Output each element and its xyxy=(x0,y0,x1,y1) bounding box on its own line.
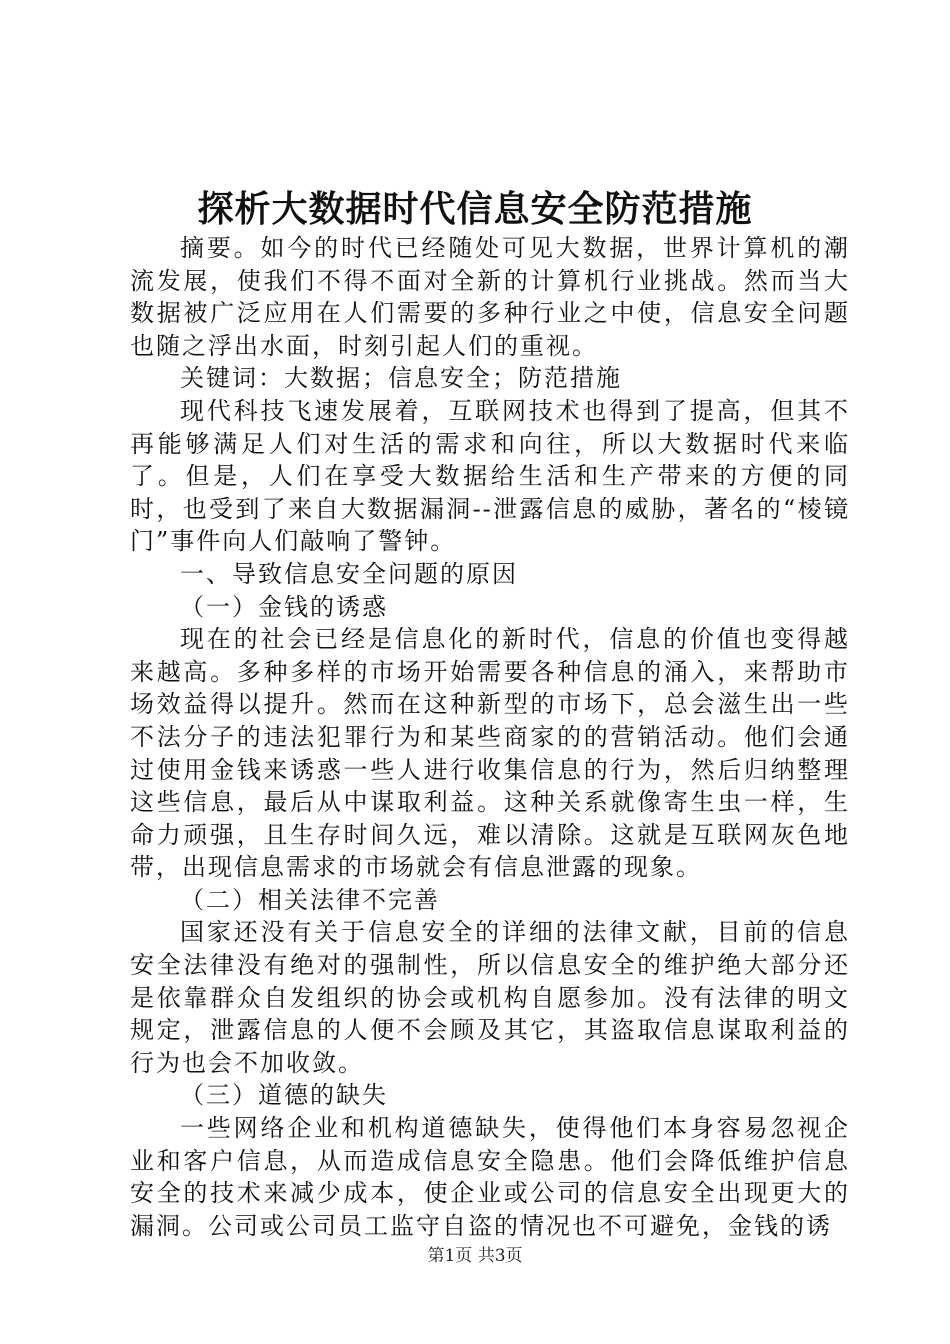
section-heading-1: 一、导致信息安全问题的原因 xyxy=(180,559,518,588)
page-footer: 第1页 共3页 xyxy=(427,1246,523,1266)
intro-paragraph: 现代科技飞速发展着，互联网技术也得到了提高，但其不再能够满足人们对生活的需求和向往，所以大数据时代来临了。但是，人们在享受大数据给生活和生产带来的方便的同时，也受到了来自大数据漏洞--泄露信息的威胁，著名的“棱镜门”事件向人们敲响了警钟。 xyxy=(130,396,850,556)
body-paragraph-1: 现在的社会已经是信息化的新时代，信息的价值也变得越来越高。多种多样的市场开始需要各种信息的涌入，来帮助市场效益得以提升。然而在这种新型的市场下，总会滋生出一些不法分子的违法犯罪行为和某些商家的的营销活动。他们会通过使用金钱来诱惑一些人进行收集信息的行为，然后归纳整理这些信息，最后从中谋取利益。这种关系就像寄生虫一样，生命力顽强，且生存时间久远，难以清除。这就是互联网灰色地带，出现信息需求的市场就会有信息泄露的现象。 xyxy=(130,625,850,882)
body-paragraph-3: 一些网络企业和机构道德缺失，使得他们本身容易忽视企业和客户信息，从而造成信息安全隐患。他们会降低维护信息安全的技术来减少成本，使企业或公司的信息安全出现更大的漏洞。公司或公司员工监守自盗的情况也不可避免，金钱的诱 xyxy=(130,1114,850,1240)
subsection-heading-2: （二）相关法律不完善 xyxy=(180,885,440,914)
subsection-heading-1: （一）金钱的诱惑 xyxy=(180,592,388,621)
body-paragraph-2: 国家还没有关于信息安全的详细的法律文献，目前的信息安全法律没有绝对的强制性，所以信息安全的维护绝大部分还是依靠群众自发组织的协会或机构自愿参加。没有法律的明文规定，泄露信息的人便不会顾及其它，其盗取信息谋取利益的行为也会不加收敛。 xyxy=(130,918,850,1077)
document-body xyxy=(130,232,850,1242)
keywords-paragraph: 关键词：大数据；信息安全；防范措施 xyxy=(180,364,622,393)
subsection-heading-3: （三）道德的缺失 xyxy=(180,1081,388,1110)
document-title: 探析大数据时代信息安全防范措施 xyxy=(197,188,753,230)
abstract-paragraph: 摘要。如今的时代已经随处可见大数据，世界计算机的潮流发展，使我们不得不面对全新的计算机行业挑战。然而当大数据被广泛应用在人们需要的多种行业之中使，信息安全问题也随之浮出水面，时刻引起人们的重视。 xyxy=(130,234,850,360)
